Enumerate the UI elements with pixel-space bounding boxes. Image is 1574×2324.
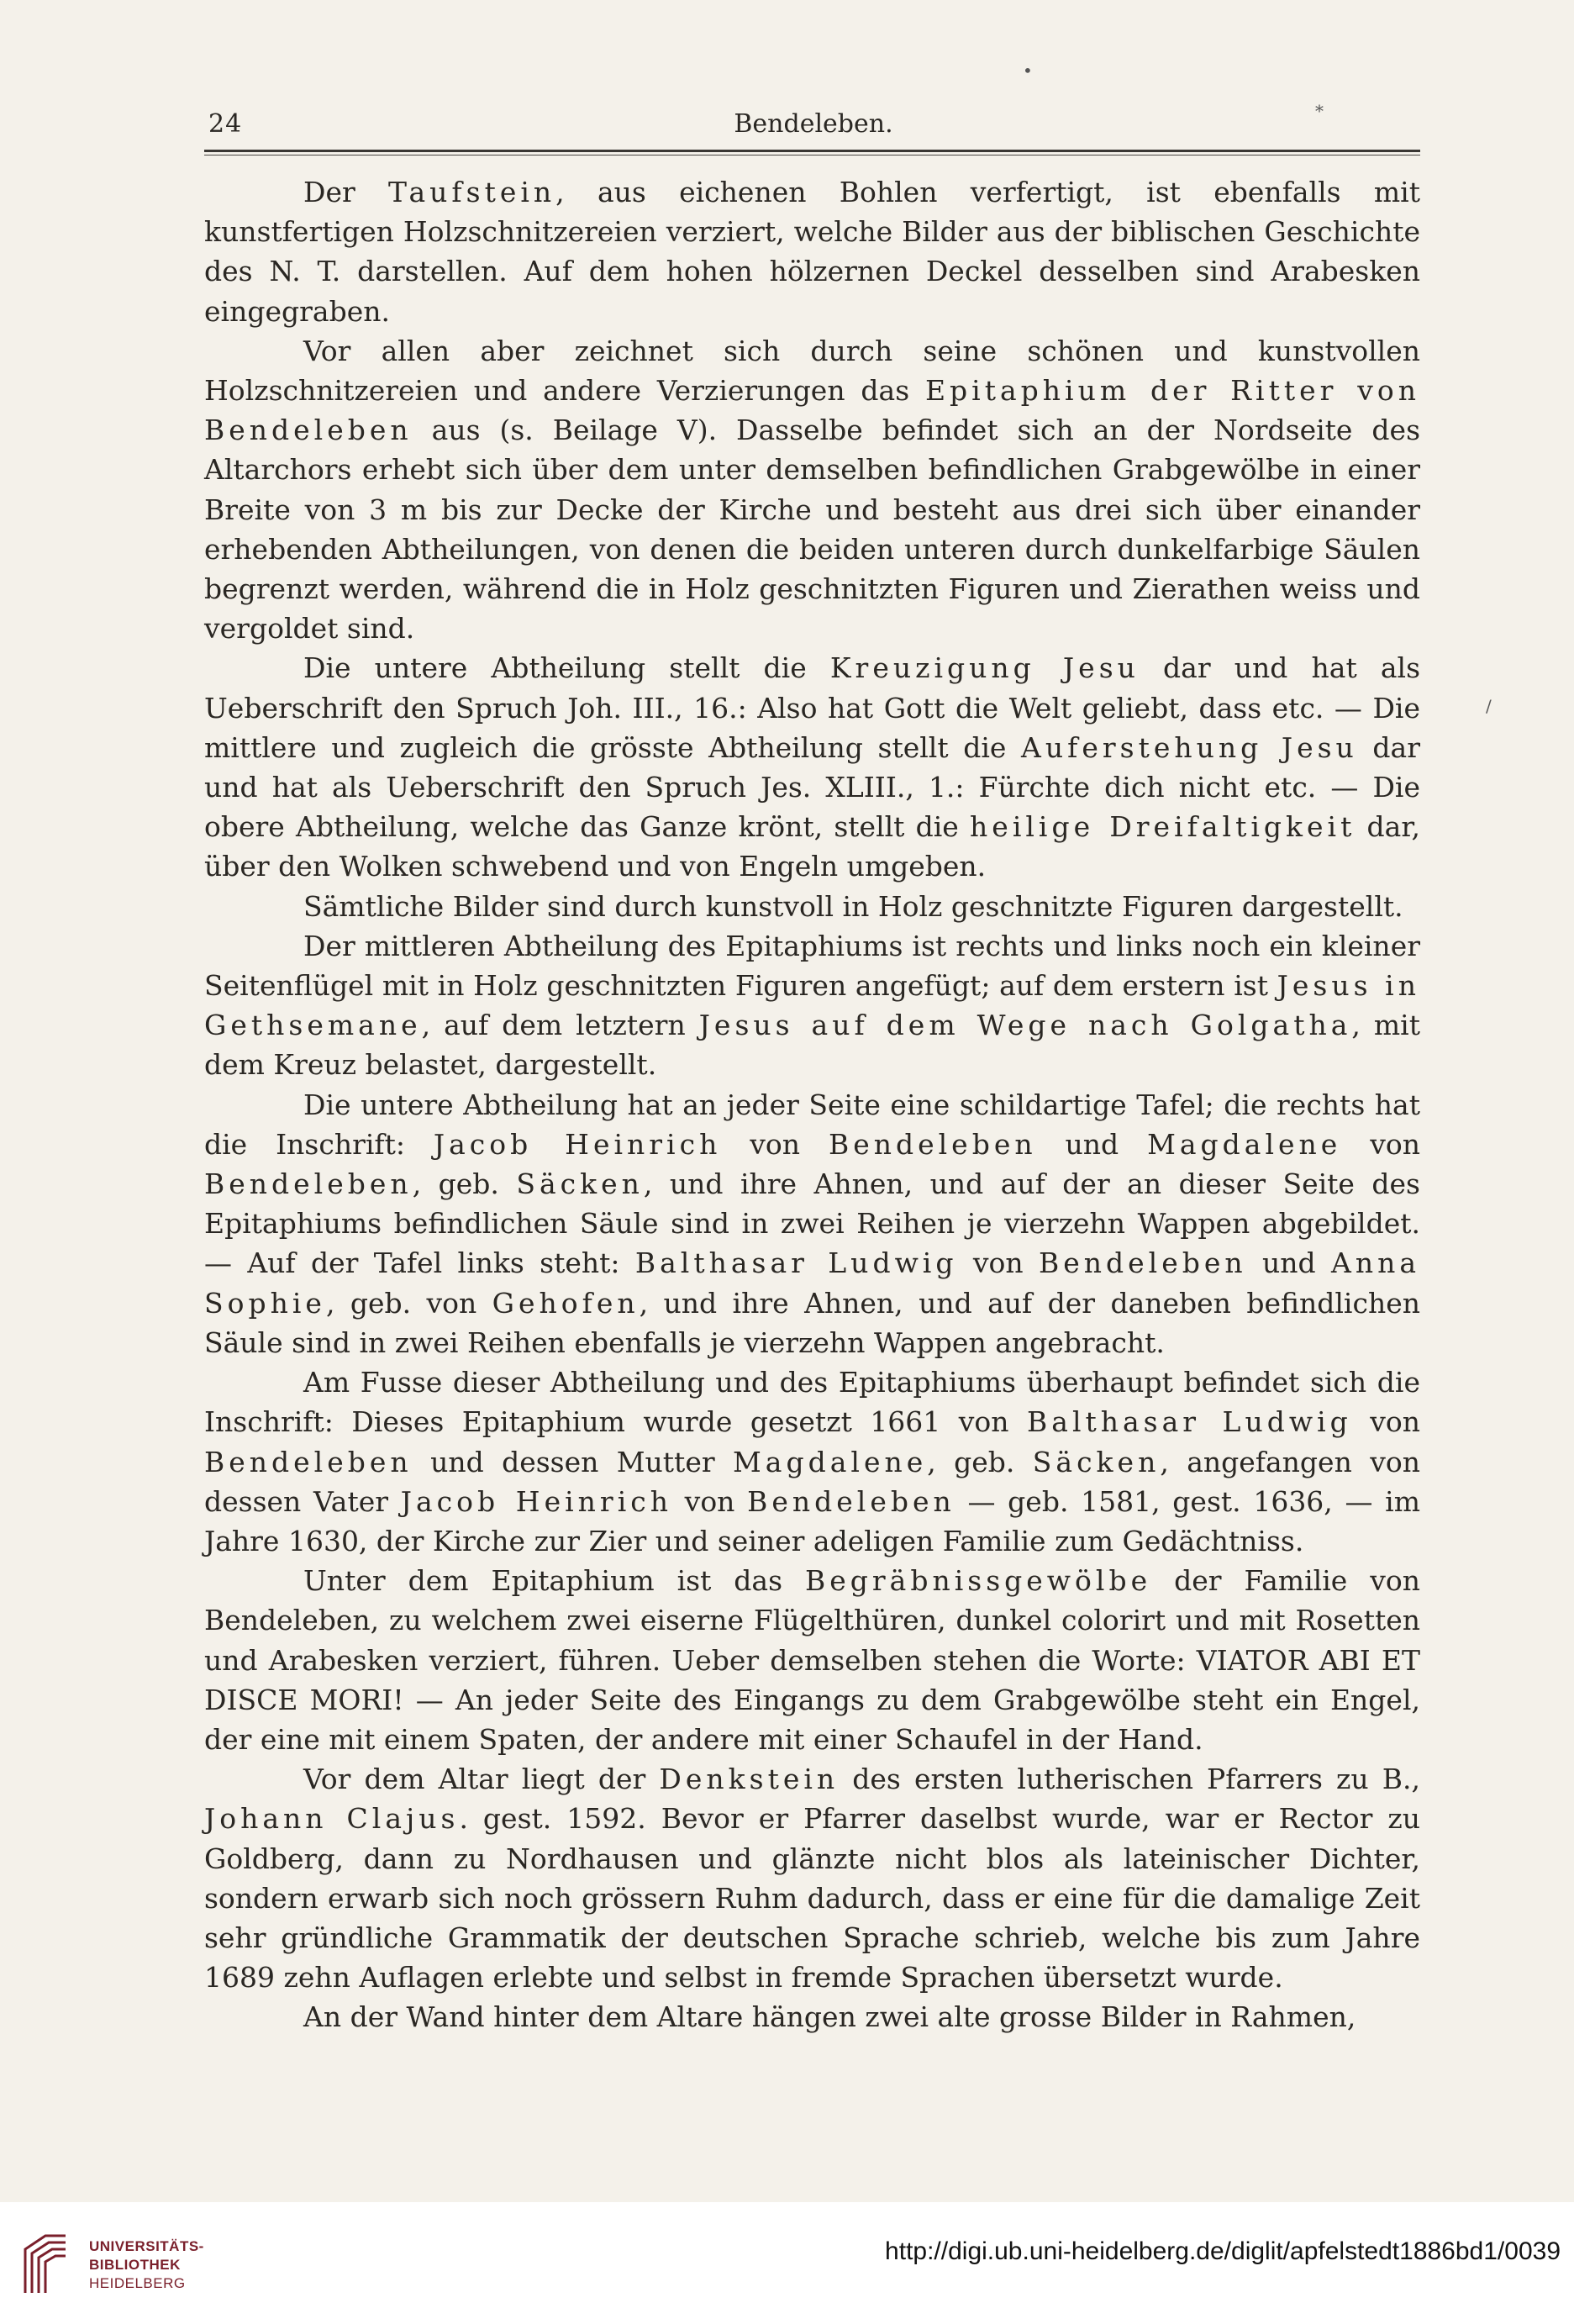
text-run: Die untere Abtheilung hat an jeder Seite eine schildartige Tafel; die rechts hat die Inschrift: [204, 1088, 1420, 1161]
text-run: — geb. 1581, gest. 1636, — im Jahre 1630, der Kirche zur Zier und seiner adeligen Familie zum Gedächtniss. [204, 1484, 1421, 1557]
library-logo-icon [20, 2231, 71, 2298]
text-run: der Familie von Bendeleben, zu welchem zwei eiserne Flügelthüren, dunkel colorirt und mit Rosetten und Arabesken verziert, führen. Ueber demselben stehen die Worte: VIATOR ABI ET DISCE MORI! — An jeder Seite des Eingangs zu dem Grabgewölbe steht ein Engel, der eine mit einem Spaten, der andere mit einer Schaufel in der Hand. [204, 1564, 1420, 1756]
spaced-name: Kreuzigung Jesu [829, 651, 1140, 685]
text-run: , mit dem Kreuz belastet, dargestellt. [204, 1009, 1421, 1082]
stray-mark-header: * [1315, 101, 1324, 121]
spaced-name: Bendeleben [1038, 1246, 1247, 1280]
text-run: , und ihre Ahnen, und auf der daneben befindlichen Säule sind in zwei Reihen ebenfalls je vierzehn Wappen angebracht. [204, 1286, 1420, 1359]
spaced-name: Jacob Heinrich [433, 1127, 722, 1161]
text-run: und dessen Mutter [412, 1445, 734, 1478]
paragraph [204, 331, 1420, 649]
spaced-name: Auferstehung Jesu [1021, 730, 1358, 764]
paragraph [204, 1759, 1420, 1997]
text-run: von [1341, 1127, 1420, 1161]
spaced-name: Bendeleben [204, 1445, 413, 1478]
text-run: , aus eichenen Bohlen verfertigt, ist ebenfalls mit kunstfertigen Holzschnitzereien verziert, welche Bilder aus der biblischen Geschichte des N. T. darstellen. Auf dem hohen hölzernen Deckel desselben sind Arabesken eingegraben. [204, 176, 1420, 328]
spaced-name: Gehofen [492, 1286, 640, 1320]
spaced-name: Jesus auf dem Wege nach Golgatha [698, 1009, 1352, 1042]
text-run: von [721, 1127, 829, 1161]
text-run: Vor allen aber zeichnet sich durch seine schönen und kunstvollen Holzschnitzereien und andere Verzierungen das [204, 334, 1420, 408]
text-run: Der mittleren Abtheilung des Epitaphiums ist rechts und links noch ein kleiner Seitenflügel mit in Holz geschnitzten Figuren angefügt; auf dem erstern ist [204, 929, 1420, 1003]
footer-bar [0, 2202, 1574, 2324]
library-name-line1: UNIVERSITÄTS- [89, 2238, 204, 2254]
paragraph [204, 1362, 1420, 1561]
text-run: Sämtliche Bilder sind durch kunstvoll in Holz geschnitzte Figuren dargestellt. [303, 889, 1403, 923]
text-run: , geb. von [325, 1286, 492, 1320]
text-run: von [1351, 1405, 1421, 1439]
text-run: Vor dem Altar liegt der [303, 1763, 660, 1796]
text-run: Unter dem Epitaphium ist das [303, 1564, 805, 1598]
library-name [89, 2237, 204, 2293]
paragraph [204, 172, 1420, 331]
spaced-name: Johann Clajus [204, 1802, 460, 1836]
text-run: Der [303, 176, 389, 208]
spaced-name: heilige Dreifaltigkeit [970, 810, 1356, 844]
spaced-name: Denkstein [659, 1763, 840, 1796]
spaced-name: Bendeleben [204, 1167, 413, 1201]
text-run: dar und hat als Ueberschrift den Spruch Jes. XLIII., 1.: Fürchte dich nicht etc. — Die obere Abtheilung, welche das Ganze krönt, stellt die [204, 730, 1420, 844]
text-run: . gest. 1592. Bevor er Pfarrer daselbst wurde, war er Rector zu Goldberg, dann zu Nordhausen und glänzte nicht blos als lateinischer Dichter, sondern erwarb sich noch grössern Ruhm dadurch, dass er eine für die damalige Zeit sehr gründliche Grammatik der deutschen Sprache schrieb, welche bis zum Jahre 1689 zehn Auflagen erlebte und selbst in fremde Sprachen übersetzt wurde. [204, 1802, 1421, 1995]
stray-mark-top: • [1023, 61, 1033, 81]
text-run: und [1246, 1246, 1331, 1280]
page-number: 24 [208, 109, 243, 139]
text-run: Die untere Abtheilung stellt die [303, 651, 830, 685]
paragraph [204, 648, 1420, 886]
spaced-name: Begräbnissgewölbe [805, 1564, 1152, 1598]
spaced-name: Säcken [1032, 1445, 1161, 1478]
text-run: dar, über den Wolken schwebend und von Engeln umgeben. [204, 810, 1420, 883]
running-title: Bendeleben. [734, 109, 893, 139]
text-run: , und ihre Ahnen, und auf der an dieser Seite des Epitaphiums befindlichen Säule sind in zwei Reihen je vierzehn Wappen abgebildet. — Auf der Tafel links steht: [204, 1167, 1420, 1280]
spaced-name: Jacob Heinrich [400, 1484, 672, 1518]
spaced-name: Bendeleben [747, 1484, 955, 1518]
spaced-name: Anna Sophie [204, 1246, 1420, 1320]
text-run: , geb. [412, 1167, 517, 1201]
text-run: aus (s. Beilage V). Dasselbe befindet sich an der Nordseite des Altarchors erhebt sich über dem unter demselben befindlichen Grabgewölbe in einer Breite von 3 m bis zur Decke der Kirche und besteht aus drei sich über einander erhebenden Abtheilungen, von denen die beiden unteren durch dunkelfarbige Säulen begrenzt werden, während die in Holz geschnitzten Figuren und Zierathen weiss und vergoldet sind. [204, 414, 1420, 646]
stray-mark-margin: / [1486, 696, 1492, 716]
spaced-name: Magdalene [1147, 1127, 1342, 1161]
body-text [204, 172, 1420, 2037]
paragraph [204, 926, 1420, 1085]
spaced-name: Bendeleben [828, 1127, 1037, 1161]
text-run: , auf dem letztern [421, 1009, 699, 1042]
page-header [204, 109, 1423, 151]
text-run: dar und hat als Ueberschrift den Spruch Joh. III., 16.: Also hat Gott die Welt geliebt, dass etc. — Die mittlere und zugleich die grösste Abtheilung stellt die [204, 651, 1421, 764]
header-rule-thick [204, 150, 1420, 152]
text-run: , geb. [927, 1445, 1033, 1478]
library-name-line2: BIBLIOTHEK [89, 2257, 181, 2273]
spaced-name: Epitaphium der Ritter von Bendeleben [204, 374, 1420, 447]
paragraph [204, 1997, 1420, 2037]
text-run: von [957, 1246, 1039, 1280]
spaced-name: Taufstein [388, 176, 556, 208]
paragraph [204, 1561, 1420, 1759]
text-run: Am Fusse dieser Abtheilung und des Epitaphiums überhaupt befindet sich die Inschrift: Dieses Epitaphium wurde gesetzt 1661 von [204, 1366, 1420, 1439]
paragraph [204, 887, 1420, 926]
text-run: und [1036, 1127, 1148, 1161]
text-run: An der Wand hinter dem Altare hängen zwei alte grosse Bilder in Rahmen, [303, 2000, 1356, 2034]
library-name-line3: HEIDELBERG [89, 2275, 186, 2291]
source-url-link[interactable]: http://digi.ub.uni-heidelberg.de/diglit/apfelstedt1886bd1/0039 [885, 2237, 1561, 2265]
spaced-name: Magdalene [733, 1445, 928, 1478]
spaced-name: Balthasar Ludwig [1027, 1405, 1352, 1439]
text-run: von [671, 1484, 748, 1518]
spaced-name: Balthasar Ludwig [634, 1246, 958, 1280]
spaced-name: Jesus in Gethsemane [204, 969, 1420, 1042]
text-run: des ersten lutherischen Pfarrers zu B., [839, 1763, 1420, 1796]
spaced-name: Säcken [516, 1167, 644, 1201]
paragraph [204, 1085, 1420, 1362]
text-run: , angefangen von dessen Vater [204, 1445, 1420, 1518]
